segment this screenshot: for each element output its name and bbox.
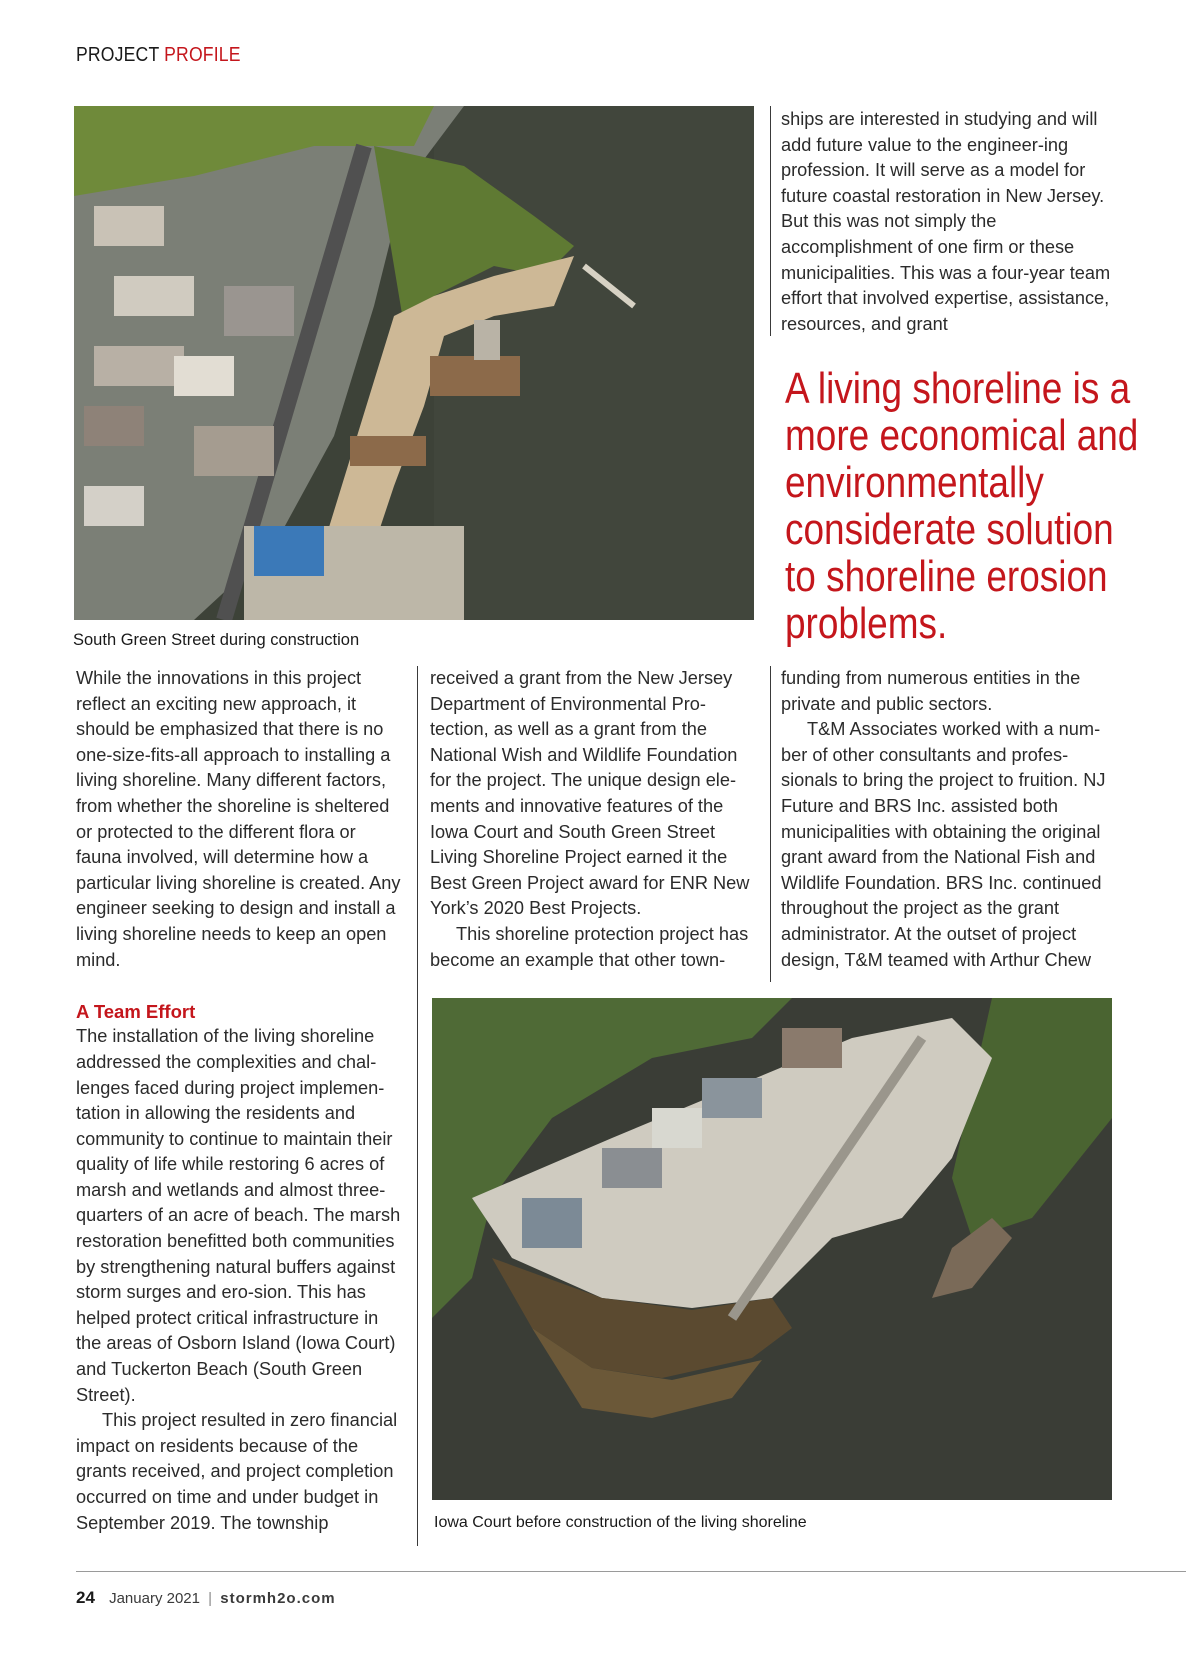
- photo-south-green-street: [74, 106, 754, 620]
- top-right-text: [781, 107, 1121, 337]
- header-kicker: PROJECT: [76, 44, 160, 66]
- column-3: [781, 666, 1121, 973]
- top-right-paragraph: ships are interested in studying and will add future value to the engineer-ing profession. It will serve as a model for future coastal restoration in New Jersey. But this was not simply the accomplishment of one firm or these municipalities. This was a four-year team effort that involved expertise, assistance, resources, and grant: [781, 109, 1111, 334]
- col3-paragraph-2: T&M Associates worked with a num-ber of other consultants and profes-sionals to bring the project to fruition. NJ Future and BRS Inc. assisted both municipalities with obtaining the original grant award from the National Fish and Wildlife Foundation. BRS Inc. continued throughout the project as the grant administrator. At the outset of project design, T&M teamed with Arthur Chew: [781, 719, 1106, 970]
- issue-date: January 2021: [109, 1590, 200, 1607]
- pull-quote: A living shoreline is a more economical and environmentally considerate solution to shoreline erosion problems.: [785, 364, 1139, 648]
- column-1: [76, 666, 406, 1536]
- column-rule-top: [770, 106, 771, 336]
- column-rule-2: [770, 666, 771, 982]
- section-heading-team-effort: A Team Effort: [76, 1000, 196, 1022]
- col3-paragraph-1: funding from numerous entities in the private and public sectors.: [781, 668, 1081, 714]
- page-footer: [76, 1588, 336, 1608]
- footer-rule: [76, 1571, 1186, 1572]
- photo-iowa-court: [432, 998, 1112, 1500]
- column-rule-1: [417, 666, 418, 1546]
- site-link[interactable]: stormh2o.com: [220, 1590, 336, 1607]
- col2-paragraph-2: This shoreline protection project has become an example that other town-: [430, 923, 749, 970]
- col1-paragraph-2: The installation of the living shoreline addressed the complexities and chal-lenges faced during project implemen-tation in allowing the residents and community to continue to maintain their quality of life while restoring 6 acres of marsh and wetlands and almost three-quarters of an acre of beach. The marsh restoration benefitted both communities by strengthening natural buffers against storm surges and ero-sion. This has helped protect critical infrastructure in the areas of Osborn Island (Iowa Court) and Tuckerton Beach (South Green Street).: [76, 1026, 401, 1405]
- footer-separator: |: [208, 1590, 213, 1607]
- header-kicker-accent: PROFILE: [164, 44, 241, 66]
- column-2: [430, 666, 760, 973]
- photo-top-caption: South Green Street during construction: [73, 631, 360, 649]
- photo-bottom-caption: Iowa Court before construction of the living shoreline: [434, 1514, 807, 1531]
- page-number: 24: [76, 1588, 95, 1607]
- col1-paragraph-1: While the innovations in this project reflect an exciting new approach, it should be emphasized that there is no one-size-fits-all approach to installing a living shoreline. Many different factors, from whether the shoreline is sheltered or protected to the different flora or fauna involved, will determine how a particular living shoreline is created. Any engineer seeking to design and install a living shoreline needs to keep an open mind.: [76, 668, 401, 970]
- col2-paragraph-1: received a grant from the New Jersey Department of Environmental Pro-tection, as well as a grant from the National Wish and Wildlife Foundation for the project. The unique design ele-ments and innovative features of the Iowa Court and South Green Street Living Shoreline Project earned it the Best Green Project award for ENR New York’s 2020 Best Projects.: [430, 668, 750, 919]
- section-header: [76, 44, 241, 67]
- col1-paragraph-3: This project resulted in zero financial impact on residents because of the grants received, and project completion occurred on time and under budget in September 2019. The township: [76, 1410, 398, 1533]
